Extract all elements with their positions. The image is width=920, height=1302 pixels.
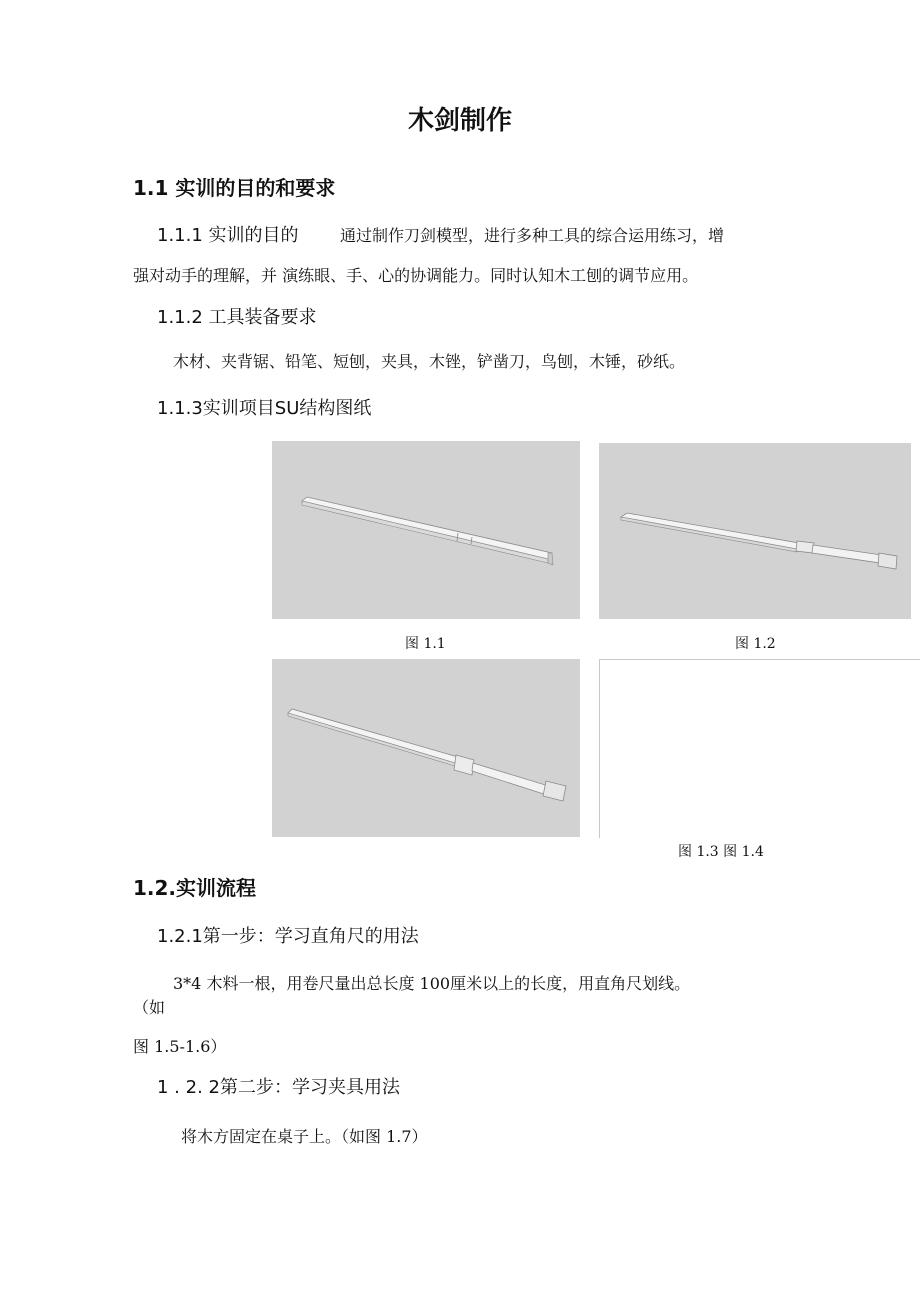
figure-caption-1-3-1-4: 图 1.3 图 1.4 — [678, 844, 764, 860]
figure-1-4-blank — [599, 659, 920, 838]
subsection-heading-1-1-2: 1.1.2 工具装备要求 — [157, 307, 317, 328]
step1-text-line3: 图 1.5-1.6） — [133, 1037, 227, 1056]
subsection-heading-1-2-1: 1.2.1第一步：学习直角尺的用法 — [157, 926, 419, 947]
step1-text-line1: 3*4 木料一根，用卷尺量出总长度 100厘米以上的长度，用直角尺划线。 — [173, 974, 691, 993]
figure-1-2-sword-model — [599, 443, 911, 619]
subsection-heading-1-1-1: 1.1.1 实训的目的 — [157, 225, 299, 246]
step1-text-line2: （如 — [133, 998, 166, 1017]
purpose-text-line2: 强对动手的理解，并 演练眼、手、心的协调能力。同时认知木工刨的调节应用。 — [133, 266, 699, 285]
page-title: 木剑制作 — [407, 106, 512, 136]
step2-text: 将木方固定在桌子上。（如图 1.7） — [181, 1127, 428, 1146]
figure-1-3-sword-model — [272, 659, 580, 837]
subsection-heading-1-2-2: 1 . 2. 2第二步：学习夹具用法 — [157, 1077, 400, 1098]
section-heading-1-2: 1.2.实训流程 — [133, 876, 257, 900]
purpose-text-line1: 通过制作刀剑模型，进行多种工具的综合运用练习，增 — [340, 226, 725, 245]
figure-1-1-sword-model — [272, 441, 580, 619]
subsection-heading-1-1-3: 1.1.3实训项目SU结构图纸 — [157, 398, 372, 419]
section-heading-1-1: 1.1 实训的目的和要求 — [133, 176, 336, 200]
figure-caption-1-1: 图 1.1 — [405, 636, 446, 652]
tools-list-text: 木材、夹背锯、铅笔、短刨，夹具，木锉，铲凿刀，鸟刨，木锤，砂纸。 — [173, 352, 686, 371]
figure-caption-1-2: 图 1.2 — [735, 636, 776, 652]
